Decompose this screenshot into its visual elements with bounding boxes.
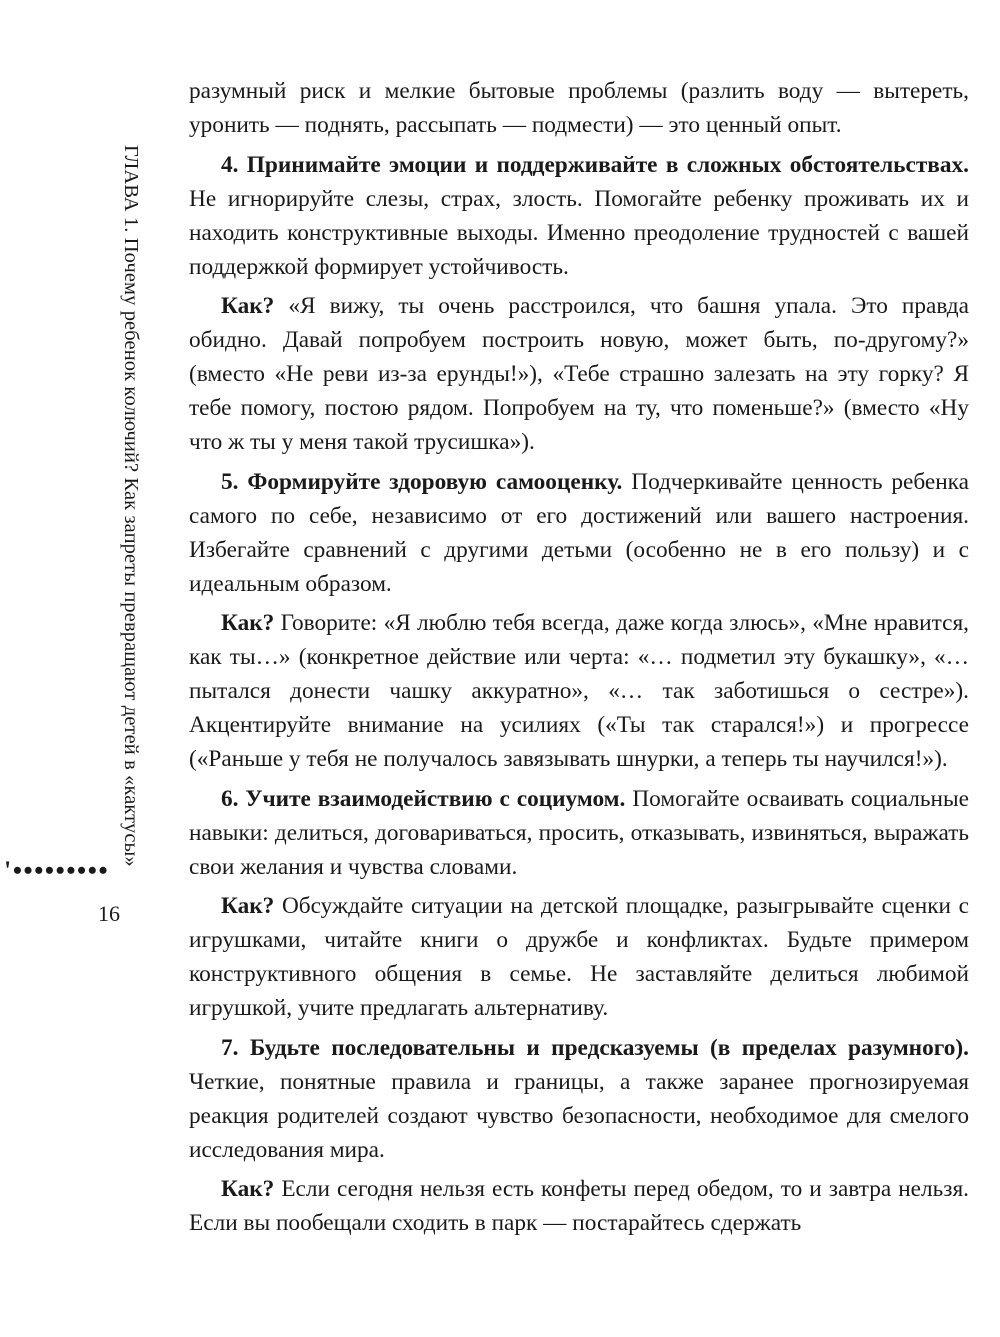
paragraph-text: Говорите: «Я люблю тебя всегда, даже когда злюсь», «Мне нравится, как ты…» (конкретное действие или черта: «… подметил эту букашку», «… пытался донести чашку аккуратно», «… так заботишься о сестре»). Акцентируйте внимание на усилиях («Ты так старался!») и прогрессе («Раньше у тебя не получалось завязывать шнурки, а теперь ты научился!»).: [189, 610, 969, 772]
how-label: Как?: [221, 1176, 275, 1202]
paragraph-tip-4: [189, 148, 969, 284]
decorative-dot-leader: '•••••••••: [4, 856, 110, 885]
tip-heading: 4. Принимайте эмоции и поддерживайте в сложных обстоятельствах.: [221, 151, 969, 178]
page-number: 16: [98, 901, 120, 926]
paragraph-tip-7: [189, 1031, 969, 1167]
tip-heading: 5. Формируйте здоровую самооценку.: [221, 468, 623, 495]
paragraph-text: Подчеркивайте ценность ребенка самого по себе, независимо от его достижений или вашего настроения. Избегайте сравнений с другими детьми (особенно не в его пользу) и с идеальным образом.: [189, 468, 969, 597]
paragraph-text: Помогайте осваивать социальные навыки: делиться, договариваться, просить, отказывать, извиняться, выражать свои желания и чувства словами.: [189, 785, 969, 880]
paragraph-how-7: [189, 1172, 969, 1240]
body-text: [189, 74, 969, 1246]
paragraph-tip-5: [189, 465, 969, 601]
paragraph-tip-6: [189, 782, 969, 884]
paragraph-text: разумный риск и мелкие бытовые проблемы (разлить воду — вытереть, уронить — поднять, рассыпать — подмести) — это ценный опыт.: [189, 78, 969, 138]
paragraph-text: «Я вижу, ты очень расстроился, что башня упала. Это правда обидно. Давай попробуем построить новую, может быть, по-другому?» (вместо «Не реви из-за ерунды!»), «Тебе страшно залезать на эту горку? Я тебе помогу, постою рядом. Попробуем на ту, что поменьше?» (вместо «Ну что ж ты у меня такой трусишка»).: [189, 293, 969, 455]
paragraph-text: Четкие, понятные правила и границы, а также заранее прогнозируемая реакция родителей создают чувство безопасности, необходимое для смелого исследования мира.: [189, 1068, 969, 1163]
paragraph-text: Не игнорируйте слезы, страх, злость. Помогайте ребенку проживать их и находить конструктивные выходы. Именно преодоление трудностей с вашей поддержкой формирует устойчивость.: [189, 185, 969, 280]
tip-heading: 7. Будьте последовательны и предсказуемы (в пределах разумного).: [221, 1034, 969, 1061]
paragraph-text: Если сегодня нельзя есть конфеты перед обедом, то и завтра нельзя. Если вы пообещали сходить в парк — постарайтесь сдержать: [189, 1176, 969, 1236]
paragraph-text: Обсуждайте ситуации на детской площадке, разыгрывайте сценки с игрушками, читайте книги о дружбе и конфликтах. Будьте примером конструктивного общения в семье. Не заставляйте делиться любимой игрушкой, учите предлагать альтернативу.: [189, 893, 969, 1021]
how-label: Как?: [221, 293, 275, 319]
running-chapter-title: ГЛАВА 1. Почему ребенок колючий? Как запреты превращают детей в «кактусы»: [120, 145, 142, 867]
tip-heading: 6. Учите взаимодействию с социумом.: [221, 785, 626, 812]
how-label: Как?: [221, 610, 275, 636]
paragraph-how-5: [189, 606, 969, 776]
how-label: Как?: [221, 893, 275, 919]
paragraph-how-6: [189, 889, 969, 1025]
paragraph-how-4: [189, 289, 969, 459]
paragraph-continuation: [189, 74, 969, 142]
